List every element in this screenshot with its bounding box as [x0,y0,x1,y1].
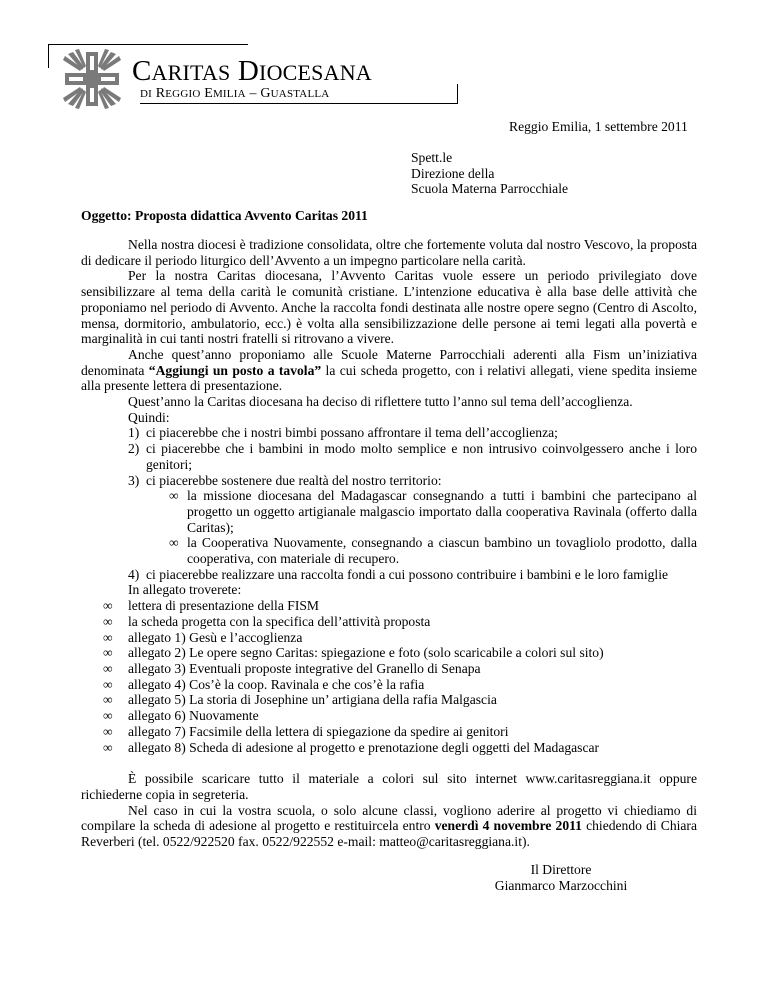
paragraph: Quindi: [128,409,170,425]
attachments-list [81,598,697,755]
letterhead-frame-top [48,44,248,45]
paragraph: Anche quest’anno proponiamo alle Scuole Materne Parrocchiali aderenti alla Fism un’iniziativa denominata “Aggiungi un posto a tavola” la cui scheda progetto, con i relativi allegati, viene spedita insieme alla presente lettera di presentazione. [81,346,697,394]
numbered-list [81,425,697,582]
list-item: ∞ allegato 5) La storia di Josephine un’ artigiana della rafia Malgascia [103,692,497,708]
list-item: ∞ allegato 3) Eventuali proposte integrative del Granello di Senapa [103,660,481,676]
list-item: ∞ allegato 4) Cos’è la coop. Ravinala e che cos’è la rafia [103,676,425,692]
list-item: ∞ allegato 2) Le opere segno Caritas: spiegazione e foto (solo scaricabile a colori sul sito) [103,645,604,661]
paragraph: È possibile scaricare tutto il materiale a colori sul sito internet www.caritasreggiana.it oppure richiederne copia in segreteria. [81,771,697,802]
list-item: 1) ci piacerebbe che i nostri bimbi possano affrontare il tema dell’accoglienza; [128,425,558,441]
recipient-line: Direzione della [411,165,495,181]
deadline-date: venerdì 4 novembre 2011 [434,818,582,834]
infinity-bullet-icon: ∞ [103,629,113,645]
infinity-bullet-icon: ∞ [169,488,179,504]
recipient-line: Scuola Materna Parrocchiale [411,181,569,197]
letterhead-frame-left [48,44,49,68]
list-item: ∞ allegato 7) Facsimile della lettera di spiegazione da spedire ai genitori [103,723,509,739]
signature-block [481,862,641,893]
list-item: ∞ allegato 6) Nuovamente [103,708,259,724]
organization-name: CARITAS DIOCESANA [132,55,372,87]
list-item: ∞ la Cooperativa Nuovamente, consegnando a ciascun bambino un tovagliolo prodotto, dalla cooperativa, con materiale di recupero. [169,535,697,567]
caritas-cross-icon [60,48,124,110]
infinity-bullet-icon: ∞ [103,645,113,661]
infinity-bullet-icon: ∞ [103,723,113,739]
list-item: ∞ lettera di presentazione della FISM [103,598,320,614]
paragraph: Nella nostra diocesi è tradizione consolidata, oltre che fortemente voluta dal nostro Vescovo, la proposta di dedicare il periodo liturgico dell’Avvento a un impegno particolare nella carità. [81,237,697,268]
recipient-address [411,150,568,197]
list-item: 3) ci piacerebbe sostenere due realtà del nostro territorio: ∞ la missione diocesana del Madagascar consegnando a tutti i bambini che partecipano al progetto un oggetto artigianale malgascio importato dalla cooperativa Ravinala (offerto dalla Caritas); ∞ la Cooperativa Nuovamente, consegnando a ciascun bambino un tovagliolo prodotto, dalla cooperativa, con materiale di recupero. [81,473,697,567]
paragraph: In allegato troverete: [128,582,242,598]
infinity-bullet-icon: ∞ [103,708,113,724]
sub-bullet-list [81,488,697,567]
organization-subtitle: DI REGGIO EMILIA – GUASTALLA [140,86,330,101]
infinity-bullet-icon: ∞ [103,598,113,614]
letterhead-frame-right [457,84,458,104]
paragraph: Quest’anno la Caritas diocesana ha deciso di riflettere tutto l’anno sul tema dell’accoglienza. [128,394,633,410]
paragraph: Per la nostra Caritas diocesana, l’Avvento Caritas vuole essere un periodo privilegiato dove sensibilizzare al tema della carità le comunità cristiane. L’intenzione educativa è alla base delle attività che proponiamo nel periodo di Avvento. Anche la raccolta fondi destinata alle nostre opere segno (Centro di Ascolto, mensa, dormitorio, ambulatorio, ecc.) è volta alla sensibilizzazione delle persone ai temi legati alla povertà e marginalità in cui tanti nostri fratelli si ritrovano a vivere. [81,268,697,347]
list-item: ∞ la scheda progetta con la specifica dell’attività proposta [103,613,431,629]
signer-name: Gianmarco Marzocchini [494,877,628,893]
list-item: ∞ la missione diocesana del Madagascar consegnando a tutti i bambini che partecipano al progetto un oggetto artigianale malgascio importato dalla cooperativa Ravinala (offerto dalla Caritas); [169,488,697,535]
letter-body [81,237,697,850]
paragraph: Nel caso in cui la vostra scuola, o solo alcune classi, vogliono aderire al progetto vi chiediamo di compilare la scheda di adesione al progetto e restituircela entro venerdì 4 novembre 2011 chiedendo di Chiara Reverberi (tel. 0522/922520 fax. 0522/922552 e-mail: matteo@caritasreggiana.it). [81,802,697,850]
letter-subject: Oggetto: Proposta didattica Avvento Caritas 2011 [81,208,368,223]
list-item: 4) ci piacerebbe realizzare una raccolta fondi a cui possono contribuire i bambini e le loro famiglie [128,566,668,582]
letter-date: Reggio Emilia, 1 settembre 2011 [509,119,688,134]
list-item: ∞ allegato 1) Gesù e l’accoglienza [103,629,303,645]
infinity-bullet-icon: ∞ [103,739,113,755]
infinity-bullet-icon: ∞ [103,676,113,692]
letterhead-frame-bottom [140,103,458,104]
infinity-bullet-icon: ∞ [103,660,113,676]
initiative-name: “Aggiungi un posto a tavola” [148,362,322,378]
list-item: 2) ci piacerebbe che i bambini in modo molto semplice e non intrusivo coinvolgessero anche i loro genitori; [128,441,697,472]
infinity-bullet-icon: ∞ [103,613,113,629]
list-item: ∞ allegato 8) Scheda di adesione al progetto e prenotazione degli oggetti del Madagascar [103,739,600,755]
signer-title: Il Direttore [530,862,592,877]
recipient-line: Spett.le [411,150,453,165]
infinity-bullet-icon: ∞ [169,535,179,551]
infinity-bullet-icon: ∞ [103,692,113,708]
